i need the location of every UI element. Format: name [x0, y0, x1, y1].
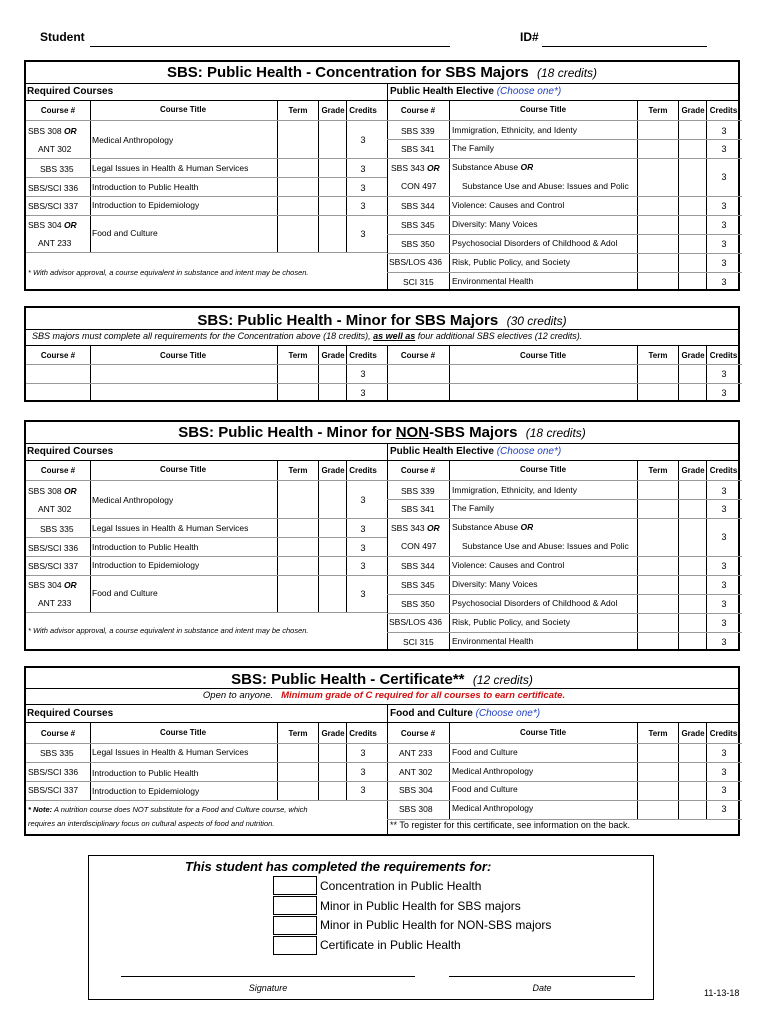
certificate-title: SBS: Public Health - Certificate** (12 credits)	[231, 671, 533, 688]
id-label: ID#	[520, 30, 539, 44]
required-courses-label: Required Courses	[27, 86, 114, 97]
nutrition-note: * Note: A nutrition course does NOT substitute for a Food and Culture course, which	[28, 805, 308, 814]
signature-line[interactable]	[121, 976, 415, 977]
concentration-section: SBS: Public Health - Concentration for SBS Majors (18 credits) Required Courses Public Health Elective (Choose one*) Course # Course Title Term Grade Credits Course # Course Title Term Grade Credits SBS 308 OR ANT 302 Medical Anthropology 3 SBS 335 Legal Issues in Health & Human Services 3 SBS/SCI 336 Introduction to Public Health 3 SBS/SCI 337 Introduction to Epidemiology 3 SBS 304 OR ANT 233 Food and Culture 3 * With advisor approval, a course equivalent in substance and intent may be chosen. SBS 339 Immigration, Ethnicity, and Identy 3 SBS 341 The Family 3 SBS 343 OR Substance Abuse OR CON 497 Substance Use and Abuse: Issues and Polic 3 SBS 344 Violence: Causes and Control 3 SBS 345 Diversity: Many Voices 3 SBS 350 Psychosocial Disorders of Childhood & Adol 3 SBS/LOS 436 Risk, Public Policy, and Society 3 SCI 315 Environmental Health 3	[24, 60, 740, 291]
version-date: 11-13-18	[704, 988, 740, 998]
completion-title: This student has completed the requirements for:	[185, 859, 492, 874]
concentration-title: SBS: Public Health - Concentration for SBS Majors (18 credits)	[166, 64, 598, 81]
course-title: Introduction to Public Health	[92, 182, 199, 192]
student-name-line[interactable]	[90, 46, 450, 47]
course-title: Legal Issues in Health & Human Services	[92, 163, 249, 173]
minor-non-sbs-section: SBS: Public Health - Minor for NON-SBS Majors (18 credits) Required Courses Public Health Elective (Choose one*) Course # Course Title Term Grade Credits Course # Course Title Term Grade Credits SBS 308 OR ANT 302 Medical Anthropology 3 SBS 335 Legal Issues in Health & Human Services 3 SBS/SCI 336 Introduction to Public Health 3 SBS/SCI 337 Introduction to Epidemiology 3 SBS 304 OR ANT 233 Food and Culture 3 * With advisor approval, a course equivalent in substance and intent may be chosen. SBS 339 Immigration, Ethnicity, and Identy 3 SBS 341 The Family 3 SBS 343 OR Substance Abuse OR CON 497 Substance Use and Abuse: Issues and Polic 3 SBS 344 Violence: Causes and Control 3 SBS 345 Diversity: Many Voices 3 SBS 350 Psychosocial Disorders of Childhood & Adol 3 SBS/LOS 436 Risk, Public Policy, and Society 3 SCI 315 Environmental Health 3	[24, 420, 740, 651]
minor-sbs-section: SBS: Public Health - Minor for SBS Majors (30 credits) SBS majors must complete all requirements for the Concentration above (18 credits), as well as four additional SBS electives (12 credits). Course # Course Title Term Grade Credits Course # Course Title Term Grade Credits 3 3 3 3	[24, 306, 740, 402]
checkbox-minor-non-sbs[interactable]	[273, 916, 317, 935]
checkbox-minor-sbs[interactable]	[273, 896, 317, 915]
checkbox-concentration[interactable]	[273, 876, 317, 895]
course-title: Introduction to Epidemiology	[92, 200, 200, 210]
minor-sbs-note: SBS majors must complete all requirements for the Concentration above (18 credits), as well as four additional SBS electives (12 credits).	[32, 331, 583, 341]
register-note: ** To register for this certificate, see information on the back.	[390, 820, 630, 830]
course-code: SBS/SCI 337	[28, 201, 79, 211]
course-code: ANT 302	[38, 144, 72, 154]
student-label: Student	[40, 30, 85, 44]
completion-box: This student has completed the requirements for: Concentration in Public Health Minor in Public Health for SBS majors Minor in Public Health for NON-SBS majors Certificate in Public Health Signature Date	[88, 855, 654, 1000]
minor-non-sbs-title: SBS: Public Health - Minor for NON-SBS Majors (18 credits)	[178, 424, 586, 441]
advisor-note: * With advisor approval, a course equivalent in substance and intent may be chosen.	[28, 268, 309, 277]
course-code: SBS 304 OR	[28, 220, 77, 230]
id-line[interactable]	[542, 46, 707, 47]
certificate-section: SBS: Public Health - Certificate** (12 credits) Open to anyone. Minimum grade of C required for all courses to earn certificate. Required Courses Food and Culture (Choose one*) Course # Course Title Term Grade Credits Course # Course Title Term Grade Credits SBS 335 Legal Issues in Health & Human Services 3 SBS/SCI 336 Introduction to Public Health 3 SBS/SCI 337 Introduction to Epidemiology 3 * Note: A nutrition course does NOT substitute for a Food and Culture course, which requires an interdisciplinary focus on cultural aspects of food and nutrition. ANT 233 Food and Culture 3 ANT 302 Medical Anthropology 3 SBS 304 Food and Culture 3 SBS 308 Medical Anthropology 3	[24, 666, 740, 836]
checkbox-certificate[interactable]	[273, 936, 317, 955]
certificate-open-note: Open to anyone. Minimum grade of C required for all courses to earn certificate.	[202, 690, 566, 701]
course-code: ANT 233	[38, 238, 72, 248]
course-code: SBS 335	[40, 164, 74, 174]
course-title: Medical Anthropology	[92, 135, 174, 145]
elective-label: Public Health Elective (Choose one*)	[390, 86, 562, 97]
date-line[interactable]	[449, 976, 635, 977]
course-code: SBS 308 OR	[28, 126, 77, 136]
course-title: Food and Culture	[92, 228, 158, 238]
minor-sbs-title: SBS: Public Health - Minor for SBS Majors (30 credits)	[197, 312, 567, 329]
course-code: SBS/SCI 336	[28, 183, 79, 193]
